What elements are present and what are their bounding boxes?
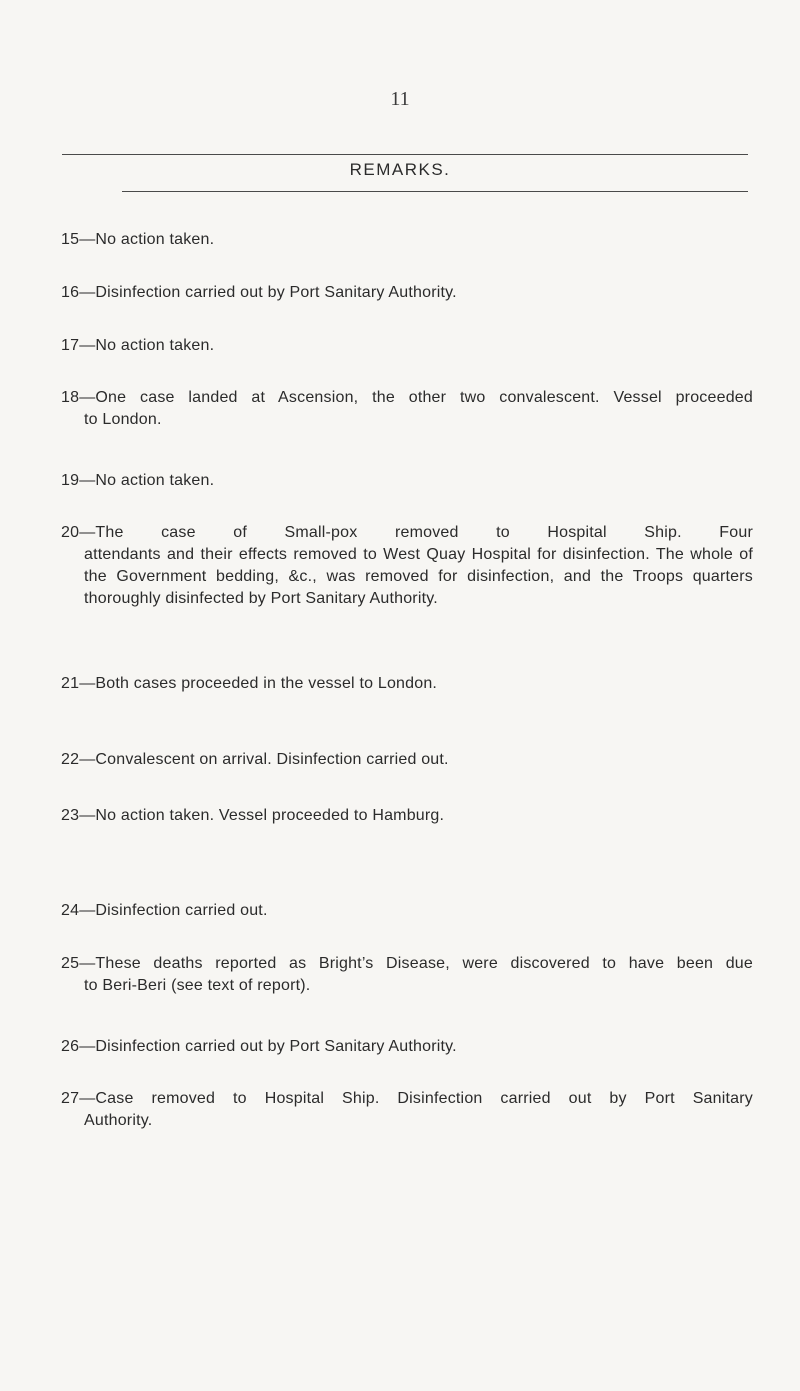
remark-number: 19— [61, 472, 96, 489]
remark-text: Case removed to Hospital Ship. Disinfection carried out by Port Sanitary [95, 1090, 753, 1107]
remark-continuation: attendants and their effects removed to West Quay Hospital for disinfection. The whole of the Government bedding, &c., was removed for disinfection, and the Troops quarters thoroughly disinfected by Port Sanitary Authority. [84, 546, 753, 607]
remark-number: 25— [61, 955, 96, 972]
remark-number: 24— [61, 902, 96, 919]
remark-17 [61, 335, 753, 357]
remark-number: 18— [61, 389, 96, 406]
remark-text: Disinfection carried out by Port Sanitary Authority. [95, 284, 457, 301]
remark-15 [61, 229, 753, 251]
remark-line [61, 335, 753, 357]
remark-number: 16— [61, 284, 96, 301]
remark-26 [61, 1036, 753, 1058]
remark-20 [61, 522, 753, 610]
remark-text: Convalescent on arrival. Disinfection carried out. [95, 751, 449, 768]
remark-continuation: to London. [84, 411, 162, 428]
remark-number: 21— [61, 675, 96, 692]
remark-27 [61, 1088, 753, 1132]
remark-line [61, 749, 753, 771]
remark-19 [61, 470, 753, 492]
remark-number: 17— [61, 337, 96, 354]
bottom-rule [122, 191, 748, 192]
remark-22 [61, 749, 753, 771]
remark-text: These deaths reported as Bright’s Disease, were discovered to have been due [95, 955, 753, 972]
remark-text: No action taken. Vessel proceeded to Hamburg. [95, 807, 445, 824]
page-number: 11 [390, 88, 410, 110]
remark-text: One case landed at Ascension, the other two convalescent. Vessel proceeded [95, 389, 753, 406]
remark-line [61, 522, 753, 544]
page-heading: REMARKS. [349, 160, 451, 179]
remark-line [61, 229, 753, 251]
remark-line [61, 282, 753, 304]
remark-line [61, 470, 753, 492]
remark-18 [61, 387, 753, 431]
remark-text: The case of Small-pox removed to Hospital Ship. Four [95, 524, 753, 541]
remark-text: No action taken. [95, 231, 215, 248]
remark-line [61, 900, 753, 922]
remark-number: 26— [61, 1038, 96, 1055]
remark-text: No action taken. [95, 337, 215, 354]
remark-line [61, 673, 753, 695]
remark-number: 20— [61, 524, 96, 541]
remark-24 [61, 900, 753, 922]
remark-number: 27— [61, 1090, 96, 1107]
remark-number: 15— [61, 231, 96, 248]
remark-23 [61, 805, 753, 827]
remark-continuation: to Beri-Beri (see text of report). [84, 977, 311, 994]
remark-text: No action taken. [95, 472, 215, 489]
remark-number: 23— [61, 807, 96, 824]
remark-line [61, 953, 753, 975]
remark-line [61, 1036, 753, 1058]
remark-25 [61, 953, 753, 997]
remark-text: Disinfection carried out by Port Sanitary Authority. [95, 1038, 457, 1055]
remark-continuation: Authority. [84, 1112, 153, 1129]
remark-text: Disinfection carried out. [95, 902, 268, 919]
top-rule [62, 154, 748, 155]
remark-21 [61, 673, 753, 695]
remark-16 [61, 282, 753, 304]
remark-line [61, 1088, 753, 1110]
remark-line [61, 805, 753, 827]
remark-text: Both cases proceeded in the vessel to London. [95, 675, 438, 692]
remark-line [61, 387, 753, 409]
remark-number: 22— [61, 751, 96, 768]
